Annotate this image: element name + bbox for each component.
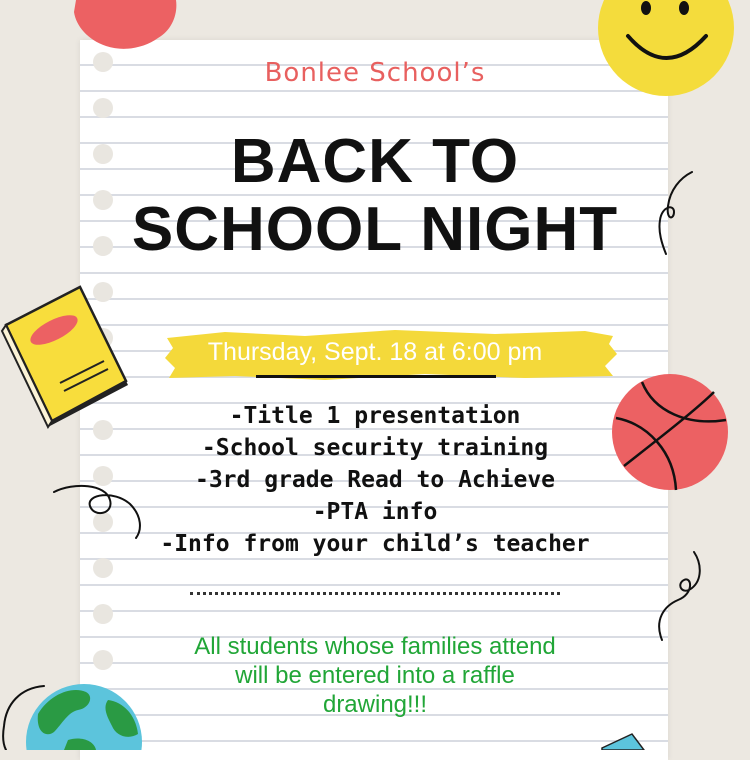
dotted-divider [190,592,560,595]
event-date-time: Thursday, Sept. 18 at 6:00 pm [207,338,543,366]
paper-hole [93,98,113,118]
title-line-2: SCHOOL NIGHT [131,195,619,264]
raffle-line: drawing!!! [322,691,428,718]
agenda-item: -Info from your child’s teacher [160,531,590,557]
notebook-corner-icon [598,732,648,750]
school-name: Bonlee School’s [264,58,486,88]
red-blob-icon [72,0,178,52]
agenda-item: -Title 1 presentation [229,403,521,429]
agenda-list [0,400,750,560]
raffle-note [0,632,750,719]
date-underline [256,375,496,378]
raffle-line: will be entered into a raffle [235,662,515,689]
paper-hole [93,558,113,578]
title-line-1: BACK TO [230,127,520,196]
raffle-line: All students whose families attend [194,633,556,660]
agenda-item: -PTA info [312,499,438,525]
agenda-item: -3rd grade Read to Achieve [194,467,556,493]
paper-hole [93,604,113,624]
agenda-item: -School security training [201,435,549,461]
